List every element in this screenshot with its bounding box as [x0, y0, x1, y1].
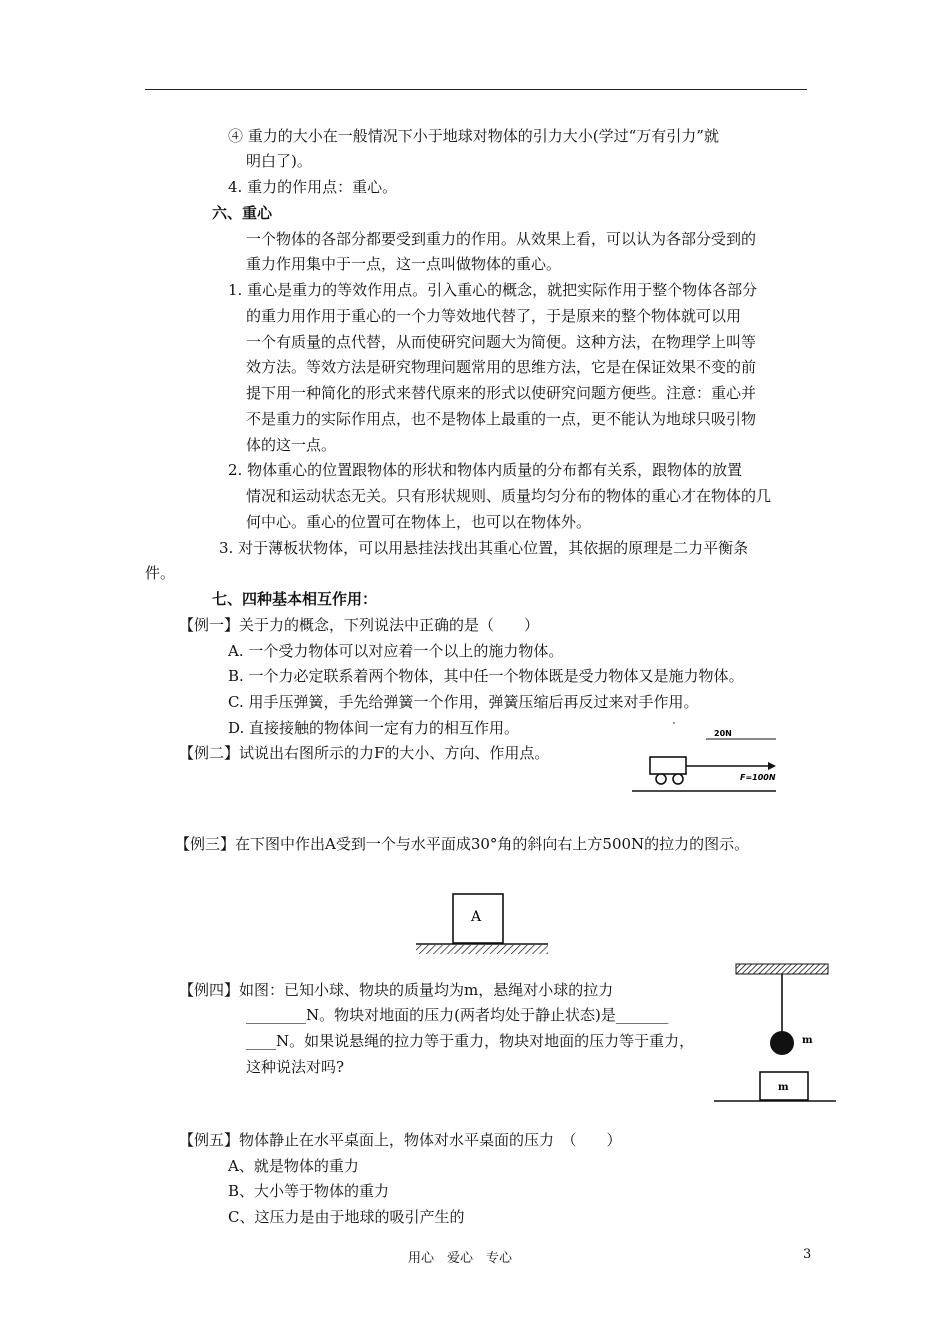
- text-line: ________N。物块对地面的压力(两者均处于静止状态)是_______: [246, 1006, 669, 1024]
- box-label: m: [778, 1082, 789, 1093]
- example-question: 【例三】在下图中作出A受到一个与水平面成30°角的斜向右上方500N的拉力的图示。: [175, 835, 750, 853]
- text-line: 一个物体的各部分都要受到重力的作用。从效果上看，可以认为各部分受到的: [246, 230, 757, 248]
- text-line: 4. 重力的作用点：重心。: [228, 178, 398, 196]
- section-heading: 七、四种基本相互作用：: [212, 590, 378, 608]
- choice-option: B. 一个力必定联系着两个物体，其中任一个物体既是受力物体又是施力物体。: [228, 667, 744, 685]
- ball-label: m: [802, 1035, 813, 1046]
- scale-label: 20N: [714, 729, 732, 738]
- choice-option: A. 一个受力物体可以对应着一个以上的施力物体。: [228, 642, 564, 660]
- text-line: ____N。如果说悬绳的拉力等于重力，物块对地面的压力等于重力，: [246, 1032, 695, 1050]
- text-line: 体的这一点。: [246, 436, 337, 454]
- text-line: 何中心。重心的位置可在物体上，也可以在物体外。: [246, 513, 592, 531]
- text-line: 这种说法对吗?: [246, 1058, 345, 1076]
- text-line: 效方法。等效方法是研究物理问题常用的思维方法，它是在保证效果不变的前: [246, 358, 757, 376]
- text-line: 2. 物体重心的位置跟物体的形状和物体内质量的分布都有关系，跟物体的放置: [228, 461, 743, 479]
- page-number: 3: [803, 1247, 812, 1262]
- text-line: 重力作用集中于一点，这一点叫做物体的重心。: [246, 255, 562, 273]
- choice-option: C、这压力是由于地球的吸引产生的: [228, 1208, 465, 1226]
- example-question: 【例一】关于力的概念，下列说法中正确的是（ ）: [179, 616, 540, 634]
- text-line: 提下用一种简化的形式来替代原来的形式以使研究问题方便些。注意：重心并: [246, 384, 757, 402]
- block-label: A: [471, 909, 482, 925]
- text-line: 的重力用作用于重心的一个力等效地代替了，于是原来的整个物体就可以用: [246, 307, 742, 325]
- ball-box-figure: [712, 958, 838, 1108]
- choice-option: D. 直接接触的物体间一定有力的相互作用。: [228, 719, 520, 737]
- page-footer: 用心 爱心 专心: [408, 1251, 513, 1266]
- example-question: 【例四】如图：已知小球、物块的质量均为m，悬绳对小球的拉力: [179, 981, 614, 999]
- block-figure: [414, 888, 550, 960]
- ground-hatch: [416, 945, 548, 954]
- choice-option: B、大小等于物体的重力: [228, 1182, 390, 1200]
- cart-force-figure: [628, 720, 778, 798]
- example-question: 【例二】试说出右图所示的力F的大小、方向、作用点。: [179, 744, 550, 762]
- section-heading: 六、重心: [212, 204, 273, 222]
- example-question: 【例五】物体静止在水平桌面上，物体对水平桌面的压力 （ ）: [179, 1131, 622, 1149]
- text-line: 不是重力的实际作用点，也不是物体上最重的一点，更不能认为地球只吸引物: [246, 410, 757, 428]
- text-line: ④ 重力的大小在一般情况下小于地球对物体的引力大小(学过“万有引力”就: [228, 127, 719, 145]
- choice-option: C. 用手压弹簧，手先给弹簧一个作用，弹簧压缩后再反过来对手作用。: [228, 693, 699, 711]
- choice-option: A、就是物体的重力: [228, 1157, 359, 1175]
- text-line: 3. 对于薄板状物体，可以用悬挂法找出其重心位置，其依据的原理是二力平衡条: [219, 539, 749, 557]
- text-line: 件。: [145, 564, 176, 582]
- text-line: 1. 重心是重力的等效作用点。引入重心的概念，就把实际作用于整个物体各部分: [228, 281, 758, 299]
- text-line: 明白了)。: [246, 152, 312, 170]
- header-rule: [145, 89, 807, 90]
- text-line: 一个有质量的点代替，从而使研究问题大为简便。这种方法，在物理学上叫等: [246, 333, 757, 351]
- ceiling: [736, 964, 828, 974]
- force-label: F=100N: [740, 773, 776, 782]
- text-line: 情况和运动状态无关。只有形状规则、质量均匀分布的物体的重心才在物体的几: [246, 487, 772, 505]
- ball: [770, 1031, 794, 1055]
